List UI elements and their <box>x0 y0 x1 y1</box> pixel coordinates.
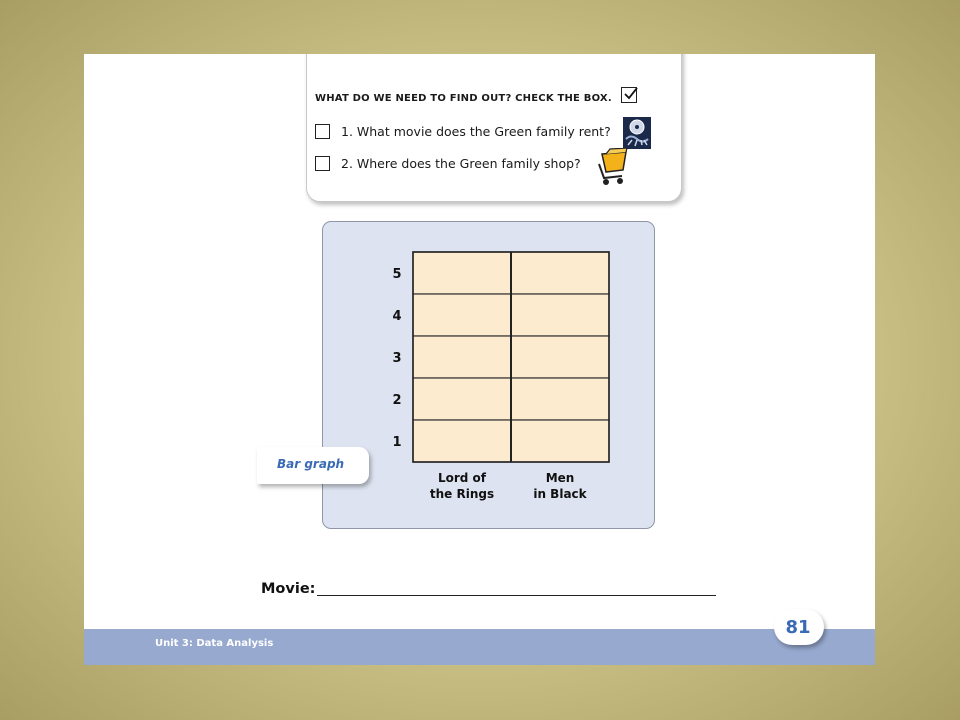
grid-cell <box>511 252 609 294</box>
film-reel-icon <box>623 117 651 149</box>
grid-cell <box>511 378 609 420</box>
category-label: the Rings <box>429 487 495 501</box>
bar-graph-tab <box>257 447 369 484</box>
question-1-checkbox[interactable] <box>315 124 330 139</box>
footer-bar <box>84 629 875 665</box>
grid-cell <box>413 294 511 336</box>
grid-cell <box>511 420 609 462</box>
y-tick-label: 2 <box>392 393 402 408</box>
question-heading: WHAT DO WE NEED TO FIND OUT? CHECK THE BOX. <box>315 93 612 104</box>
page-number: 81 <box>785 617 811 638</box>
category-label: in Black <box>533 487 587 501</box>
question-1-text: 1. What movie does the Green family rent? <box>341 124 611 139</box>
movie-answer-line[interactable] <box>317 595 716 596</box>
page-number-badge <box>774 609 824 645</box>
bar-graph <box>323 222 656 530</box>
category-label: Men <box>545 471 575 485</box>
movie-answer-label: Movie: <box>261 581 316 597</box>
check-mark-icon <box>621 87 637 103</box>
grid-cell <box>413 336 511 378</box>
unit-label: Unit 3: Data Analysis <box>155 638 274 649</box>
category-label: Lord of <box>437 471 487 485</box>
grid-cell <box>511 336 609 378</box>
bar-graph-tab-label: Bar graph <box>277 457 345 471</box>
y-tick-label: 3 <box>392 351 402 366</box>
grid-cell <box>413 252 511 294</box>
y-tick-label: 4 <box>392 309 402 324</box>
shopping-cart-icon <box>596 148 632 188</box>
grid-cell <box>413 378 511 420</box>
question-2-checkbox[interactable] <box>315 156 330 171</box>
question-2-text: 2. Where does the Green family shop? <box>341 156 581 171</box>
worksheet-page <box>84 54 875 665</box>
y-tick-label: 5 <box>392 267 402 282</box>
grid-cell <box>511 294 609 336</box>
y-tick-label: 1 <box>392 435 402 450</box>
bar-graph-panel <box>322 221 655 529</box>
question-card <box>306 54 682 202</box>
grid-cell <box>413 420 511 462</box>
